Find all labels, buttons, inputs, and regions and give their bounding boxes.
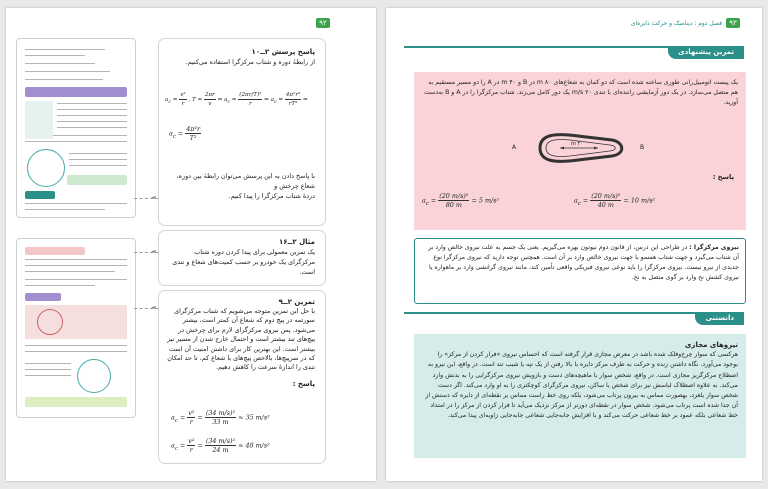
solution-equation-2: $a_c$ = $\frac{\text{4π²r}}{\text{T²}}$ [169,125,201,142]
example-title: مثال ۲ــ۱۶ [279,238,315,246]
track-label-b: B [640,144,645,151]
solution-box [158,38,326,226]
solution-title: پاسخ پرسش ۲ــ۱۰ [251,48,315,56]
virtual-forces-box [414,334,746,458]
centripetal-force-text: در طراحی این درس، از قانون دوم نیوتون بهره می‌گیریم. یعنی یک جسم به علت نیروی خالص وارد بر آن شتاب می‌گیرد و جهت شتاب همسو با جهت نیروی خالص وارد بر آن است. همچنین توجه دارید که نیروی مرکزگرا نوع جدیدی از نیرو نیست. نیروی مرکزگرا را باید نوعی نیروی فیزیکی واقعی تأمین کند، مانند نیروی گرانشی وارد بر ماهواره یا نیروی کشش نخ وارد بر گوی متصل به نخ. [428,244,739,281]
centripetal-force-box [414,238,746,304]
exercise-title: تمرین ۲ــ۹ [278,298,315,306]
centripetal-force-title: نیروی مرکزگرا : [689,244,739,251]
answer-equation-b: $a_c$ = $\frac{\text{(20 m/s)²}}{40 m}$ = 10 m/s² [574,192,656,209]
exercise-equation-2: $a_c$ = $\frac{\text{v²}}{r}$ = $\frac{\text{(34 m/s)²}}{24 m}$ ≈ 48 m/s² [171,437,270,454]
answer-equation-a: $a_c$ = $\frac{\text{(20 m/s)²}}{80 m}$ = 5 m/s² [422,192,500,209]
track-distance-label: ۴۰ m [571,141,583,147]
right-page-number: ۹۳ [726,18,740,28]
left-page: ۹۲ ◄ ◄ ◄ پاسخ پرسش ۲ــ۱۰ از رابطهٔ دوره و شتاب مرکزگرا استفاده می‌کنیم. $a_c$ = $\frac{\text{v²}}{r}$ , T = $\frac{2\pi r}{v}$ ⇒ $a_c$ = $\frac{\text{(2πr/T)²}}{r}$ ⇒ $a_c$ = $\frac{\text{4π²r²}}{\text{rT²}}$ ⇒ $a_c$ = $\frac{\text{4π²r}}{\text{T²}}$ با پاسخ دادن به این پرسش می‌توان رابطهٔ بین دوره، شعاع چرخش و دردهٔ شتاب مرکزگرا را پیدا کنیم. مثال ۲ــ۱۶ یک تمرین معمولی برای پیدا کردن دوره شتاب مرکزگرای یک خودرو بر حسب کمیت‌های شعاع و تندی است. تمرین ۲ــ۹ با حل این تمرین متوجه می‌شویم که شتاب مرکزگرای سورتمه در پیچ دوم که شعاع آن کمتر است، بیشتر می‌شود. پس نیروی مرکزگرای لازم برای چرخش در پیچ‌های تند بیشتر است و احتمال خارج شدن از مسیر نیز بیشتر است. این بهترین کار برای داشتن امنیت آن است که در سرپیچ‌ها، بالاخص پیچ‌های با شعاع کم، تا حد امکان تندی را اندازهٔ سرعت را کاهش دهیم. پاسخ : $a_c$ = $\frac{\text{v²}}{r}$ = $\frac{\text{(34 m/s)²}}{33 m}$ ≈ 35 m/s² $a_c$ = $\frac{\text{v²}}{r}$ = $\frac{\text{(34 m/s)²}}{24 m}$ ≈ 48 m/s² [6,8,376,481]
exercise-section-bar [404,46,744,60]
exercise-text: با حل این تمرین متوجه می‌شویم که شتاب مرکزگرای سورتمه در پیچ دوم که شعاع آن کمتر است، بیشتر می‌شود. پس نیروی مرکزگرای لازم برای چرخش در پیچ‌های تند بیشتر است و احتمال خارج شدن از مسیر نیز بیشتر است. این بهترین کار برای داشتن امنیت آن است که در سرپیچ‌ها، بالاخص پیچ‌های با شعاع کم، تا حد امکان تندی را اندازهٔ سرعت را کاهش دهیم. [166,307,315,372]
solution-equation-1: $a_c$ = $\frac{\text{v²}}{r}$ , T = $\frac{2\pi r}{v}$ ⇒ $a_c$ = $\frac{\text{(2πr/T)²}}{r}$ ⇒ $a_c$ = $\frac{\text{4π²r²}}{\text{rT²}}$ ⇒ [165,92,308,107]
knowledge-section-bar [404,312,744,326]
textbook-thumbnail-2 [16,238,136,418]
track-label-a: A [512,144,517,151]
solution-conclusion-2: دردهٔ شتاب مرکزگرا را پیدا کنیم. [228,192,315,200]
virtual-forces-title: نیروهای مجازی [685,341,738,349]
example-text: یک تمرین معمولی برای پیدا کردن دوره شتاب مرکزگرای یک خودرو بر حسب کمیت‌های شعاع و تندی است. [172,248,315,276]
right-page [386,8,762,481]
knowledge-section-title: دانستنی [695,312,744,325]
textbook-thumbnail-1 [16,38,136,218]
solution-intro: از رابطهٔ دوره و شتاب مرکزگرا استفاده می‌کنیم. [185,58,315,66]
example-box [158,230,326,286]
suggested-exercise-text: یک پیست اتومبیل‌رانی طوری ساخته شده است که دو کمان به شعاع‌های ۸۰ m در B و ۴۰ m در A را دو مسیر مستقیم به هم متصل می‌سازد. در یک دور آزمایشی راننده‌ای با تندی ۲۰ m/s یک دور کامل می‌زند. شتاب مرکزگرا را در A و B به‌دست آورید. [424,79,738,106]
left-page-number: ۹۲ [316,18,330,28]
exercise-equation-1: $a_c$ = $\frac{\text{v²}}{r}$ = $\frac{\text{(34 m/s)²}}{33 m}$ ≈ 35 m/s² [171,409,270,426]
exercise-box [158,290,326,464]
solution-conclusion: با پاسخ دادن به این پرسش می‌توان رابطهٔ بین دوره، شعاع چرخش و [176,172,315,190]
suggested-exercise-box [414,72,746,230]
exercise-answer-label: پاسخ : [292,379,315,388]
suggested-answer-label: پاسخ : [712,173,734,181]
chapter-header: فصل دوم : دینامیک و حرکت دایره‌ای [630,20,722,27]
virtual-forces-text: هرکسی که سوار چرخ‌وفلک شده باشد در معرض مجازی قرار گرفته است که احساس نیروی «فرار کردن از مرکز» را بوجود می‌آورد. نگاه داشتن زنده و حرکت به طرف مرکز دایره با بالا رفتن از یک تپه یا شیب تند است. در واقع، این نیرو به اصطلاح مرکزگریز مجازی است. در واقع، شخص سوار با ماهیچه‌های دست و بازویش نیروی مرکزگرایی را به بدنش وارد می‌کند. به علاوه اصطلاک لباسش نیز برای شخص یا ساکن، نیروی مرکزگرای کوچکتری را به او وارد می‌کند. اگر دست شخص سوار بلغزد، بهصورت مماس به بیرون پرتاب می‌شود، بلکه روی خط راست مماس بر نقطه‌ای از دایره که دستش از آن جدا شده است پرتاب می‌شود. شخص سوار در نقطه‌ای دورتر از مرکز نزدیک می‌آید تا فرار کردن از مرکز را در امتداد خط شعاعی بلکه عمود بر خط شعاعی حرکت می‌کند و با افزایش جابه‌جایی شعاعی جابه‌جایی زاویه‌ای پیدا می‌کند. [425,351,738,420]
exercise-section-title: تمرین پیشنهادی [668,46,744,59]
